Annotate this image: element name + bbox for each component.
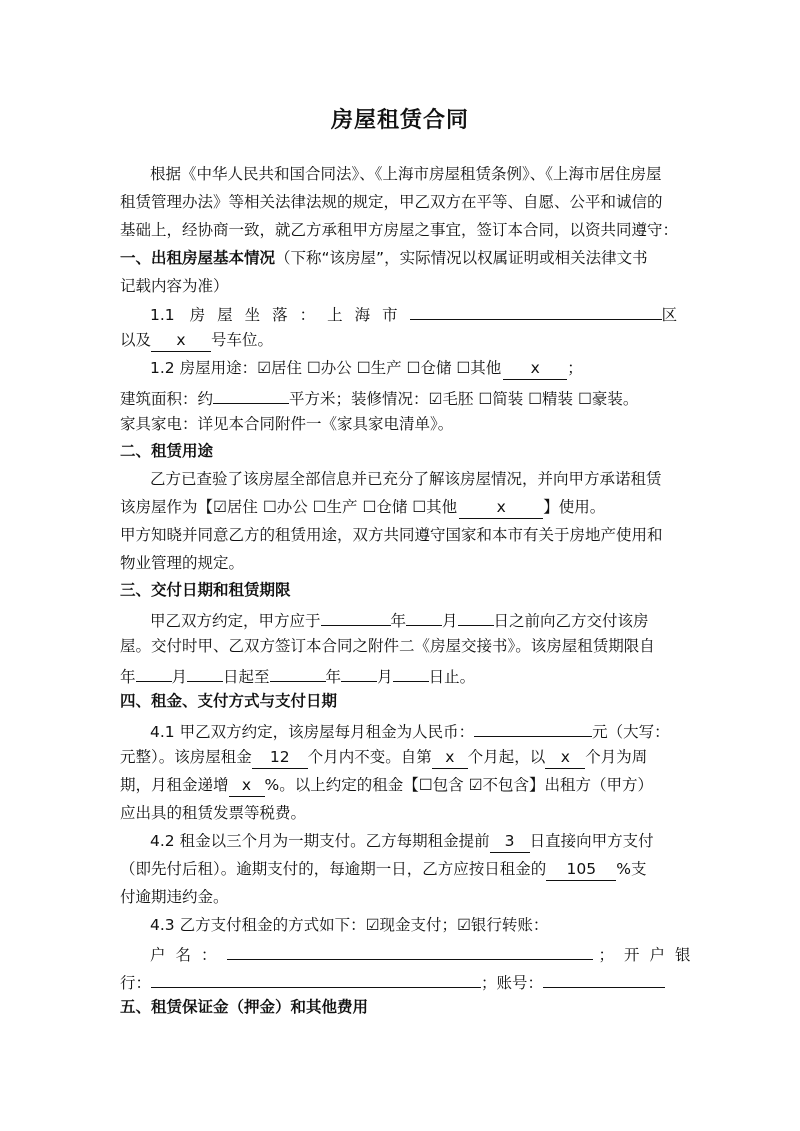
section-3-line-1 xyxy=(120,603,680,633)
start-month-blank[interactable] xyxy=(136,659,172,682)
section-1-note: （下称“该房屋”，实际情况以权属证明或相关法律文书 xyxy=(275,249,648,267)
section-3-heading: 三、交付日期和租赁期限 xyxy=(120,581,291,599)
from-text: 个月内不变。自第 xyxy=(307,748,432,766)
section-4-heading: 四、租金、支付方式与支付日期 xyxy=(120,692,338,710)
account-number-label: ；账号： xyxy=(481,974,544,992)
clause-1-2 xyxy=(120,353,680,383)
bank-label-cont: 行： xyxy=(120,974,152,992)
section-2-heading: 二、租赁用途 xyxy=(120,442,214,460)
end-year-label: 年 xyxy=(325,668,342,686)
end-day-blank[interactable] xyxy=(393,659,429,682)
section-3-line-3 xyxy=(120,659,680,689)
section-2-line-4: 物业管理的规定。 xyxy=(120,554,245,572)
parking-suffix: 号车位。 xyxy=(211,331,274,349)
usage-options: 1.2 房屋用途：☑居住 ☐办公 ☐生产 ☐仓储 ☐其他 xyxy=(150,359,502,377)
intro-line-2: 租赁管理办法》等相关法律法规的规定，甲乙双方在平等、自愿、公平和诚信的 xyxy=(120,193,663,211)
increase-blank[interactable]: x xyxy=(229,774,265,797)
start-year-label: 年 xyxy=(120,668,136,686)
section-2-line-3: 甲方知晓并同意乙方的租赁用途，双方共同遵守国家和本市有关于房地产使用和 xyxy=(120,526,663,544)
delivery-text: 甲乙双方约定，甲方应于 xyxy=(150,612,321,630)
bank-line xyxy=(120,965,680,995)
rent-amount-blank[interactable] xyxy=(474,714,592,737)
furniture-line: 家具家电：详见本合同附件一《家具家电清单》。 xyxy=(120,415,454,433)
end-month-blank[interactable] xyxy=(341,659,377,682)
intro-line-3: 基础上，经协商一致，就乙方承租甲方房屋之事宜，签订本合同，以资共同遵守： xyxy=(120,221,679,239)
section-1-heading-line xyxy=(120,243,680,273)
usage-other-blank[interactable]: x xyxy=(503,357,567,380)
start-to-label: 日起至 xyxy=(223,668,270,686)
use-other-blank[interactable]: x xyxy=(459,496,543,519)
clause-4-1-line-2 xyxy=(120,742,680,772)
section-1-heading: 一、出租房屋基本情况 xyxy=(120,249,276,267)
increase-text: 期，月租金递增 xyxy=(120,776,229,794)
clause-4-1-line-4: 应出具的租赁发票等税费。 xyxy=(120,804,307,822)
area-blank[interactable] xyxy=(213,381,289,404)
year-label: 年 xyxy=(390,612,407,630)
decoration-options: 平方米；装修情况：☑毛胚 ☐简装 ☐精装 ☐豪装。 xyxy=(289,390,639,408)
bank-label: ；开户银 xyxy=(598,946,701,964)
document-title: 房屋租赁合同 xyxy=(330,108,469,133)
section-2-line-1: 乙方已查验了该房屋全部信息并已充分了解该房屋情况，并向甲方承诺租赁 xyxy=(150,470,662,488)
penalty-rate-blank[interactable]: 105 xyxy=(546,858,616,881)
clause-4-2-line-2 xyxy=(120,854,680,884)
rent-words-label: 元（大写： xyxy=(592,723,670,741)
usage-end: ； xyxy=(567,359,583,377)
use-options: 该房屋作为【☑居住 ☐办公 ☐生产 ☐仓储 ☐其他 xyxy=(120,498,458,516)
and-text: 以及 xyxy=(120,331,152,349)
area-label: 建筑面积：约 xyxy=(120,390,214,408)
bank-name-blank[interactable] xyxy=(151,965,481,988)
delivery-day-blank[interactable] xyxy=(458,603,494,626)
days-ahead-blank[interactable]: 3 xyxy=(490,830,530,853)
clause-4-1 xyxy=(120,714,680,744)
clause-1-1-line-2 xyxy=(120,325,680,355)
section-3-line-2: 屋。交付时甲、乙双方签订本合同之附件二《房屋交接书》。该房屋租赁期限自 xyxy=(120,637,655,655)
period-end: 个月为周 xyxy=(585,748,648,766)
month-label: 月 xyxy=(442,612,458,630)
section-2-line-2 xyxy=(120,492,680,522)
delivery-year-blank[interactable] xyxy=(321,603,391,626)
clause-4-1-line-3 xyxy=(120,770,680,800)
clause-4-2 xyxy=(120,826,680,856)
delivery-month-blank[interactable] xyxy=(406,603,442,626)
start-month-label: 月 xyxy=(171,668,188,686)
parking-blank[interactable]: x xyxy=(151,329,211,352)
account-name-blank[interactable] xyxy=(227,937,593,960)
section-5-heading: 五、租赁保证金（押金）和其他费用 xyxy=(120,998,369,1016)
rent-label: 4.1 甲乙双方约定，该房屋每月租金为人民币： xyxy=(150,723,475,741)
tax-options: %。以上约定的租金【☐包含 ☑不包含】出租方（甲方） xyxy=(264,776,653,794)
payment-cycle-end: 日直接向甲方支付 xyxy=(529,832,654,850)
period-blank[interactable]: x xyxy=(545,746,585,769)
account-number-blank[interactable] xyxy=(543,965,665,988)
clause-1-1 xyxy=(120,297,680,327)
late-payment-text: （即先付后租）。逾期支付的，每逾期一日，乙方应按日租金的 xyxy=(120,860,547,878)
clause-4-3: 4.3 乙方支付租金的方式如下：☑现金支付；☑银行转账： xyxy=(150,916,549,934)
area-line xyxy=(120,381,680,411)
account-name-label: 户名： xyxy=(150,946,227,964)
end-month-label: 月 xyxy=(377,668,393,686)
section-1-note-cont: 记载内容为准） xyxy=(120,277,229,295)
period-text: 个月起，以 xyxy=(467,748,546,766)
clause-4-2-line-3: 付逾期违约金。 xyxy=(120,888,229,906)
end-year-blank[interactable] xyxy=(270,659,326,682)
payment-cycle-text: 4.2 租金以三个月为一期支付。乙方每期租金提前 xyxy=(150,832,490,850)
intro-line-1: 根据《中华人民共和国合同法》、《上海市房屋租赁条例》、《上海市居住房屋 xyxy=(150,165,662,183)
end-day-label: 日止。 xyxy=(428,668,476,686)
rent-fixed-text: 元整）。该房屋租金 xyxy=(120,748,252,766)
use-end: 】使用。 xyxy=(543,498,606,516)
district-suffix: 区 xyxy=(661,306,678,324)
address-blank[interactable] xyxy=(410,297,662,320)
from-month-blank[interactable]: x xyxy=(432,746,468,769)
start-day-blank[interactable] xyxy=(187,659,223,682)
penalty-unit: %支 xyxy=(616,860,647,878)
clause-1-1-num: 1.1 xyxy=(150,306,175,324)
clause-1-1-label: 房屋坐落：上海市 xyxy=(189,306,410,324)
account-name-line xyxy=(120,937,701,967)
fixed-months-blank[interactable]: 12 xyxy=(252,746,308,769)
delivery-end: 日之前向乙方交付该房 xyxy=(493,612,649,630)
